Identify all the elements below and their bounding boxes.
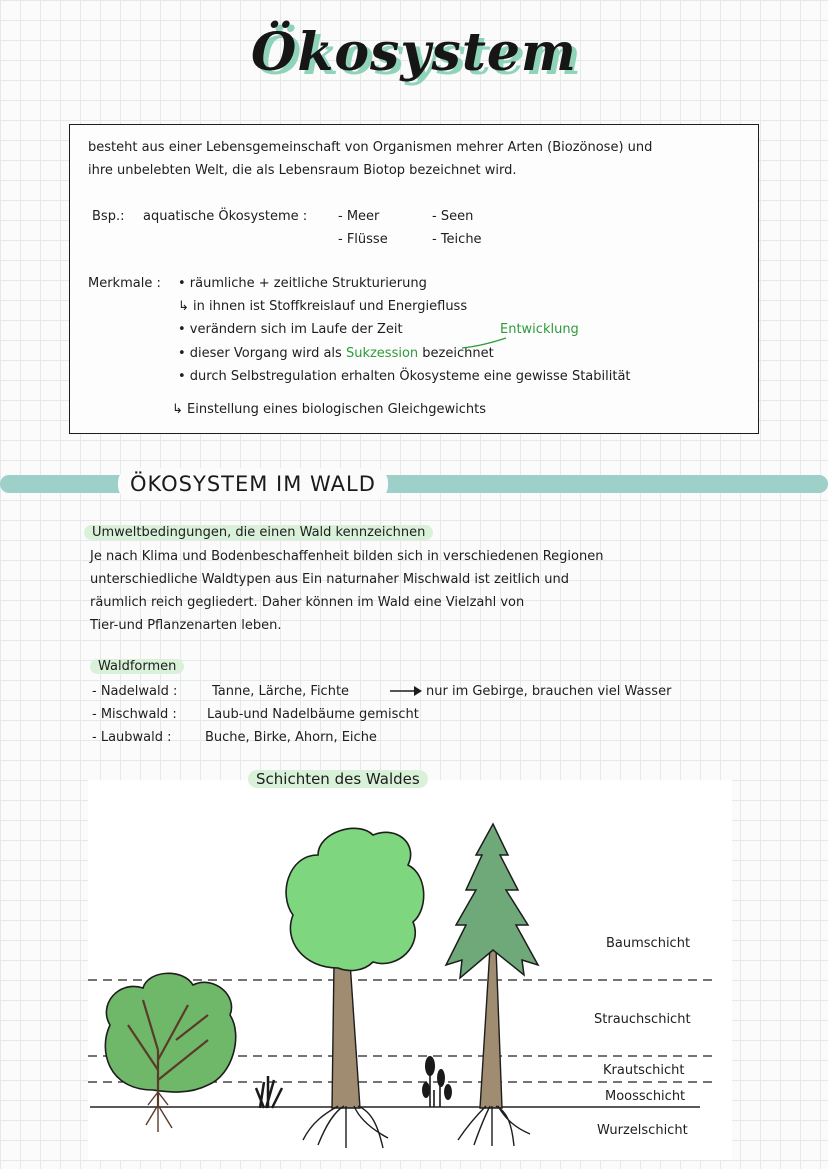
- form-desc: Buche, Birke, Ahorn, Eiche: [205, 730, 377, 745]
- feature-line: ↳ Einstellung eines biologischen Gleichgewichts: [172, 402, 487, 417]
- deciduous-tree-icon: [286, 828, 424, 1148]
- conditions-line: unterschiedliche Waldtypen aus Ein naturnaher Mischwald ist zeitlich und: [90, 572, 570, 587]
- feature-line: • durch Selbstregulation erhalten Ökosysteme eine gewisse Stabilität: [178, 369, 631, 384]
- feature-line: • räumliche + zeitliche Strukturierung: [178, 276, 427, 291]
- form-desc: Laub-und Nadelbäume gemischt: [207, 707, 419, 722]
- succession-suffix: bezeichnet: [422, 346, 494, 361]
- feature-succession-line: [178, 342, 494, 365]
- layer-label: Moosschicht: [605, 1089, 686, 1104]
- features-label: Merkmale :: [88, 276, 161, 291]
- forest-diagram: [88, 800, 732, 1160]
- example-label: Bsp.:: [92, 209, 125, 224]
- grass-icon: [256, 1076, 282, 1108]
- layer-label: Baumschicht: [606, 936, 691, 951]
- form-desc: Tanne, Lärche, Fichte: [212, 684, 350, 699]
- layers-heading: [248, 768, 428, 791]
- forms-heading: [90, 655, 184, 678]
- page-title: Ökosystem: [251, 22, 577, 83]
- definition-line-1: besteht aus einer Lebensgemeinschaft von Organismen mehrer Arten (Biozönose) und: [88, 140, 653, 155]
- section-heading: ÖKOSYSTEM IM WALD: [118, 468, 388, 500]
- layers-heading-text: Schichten des Waldes: [248, 770, 428, 788]
- form-name: - Nadelwald :: [92, 684, 178, 699]
- example-item: - Seen: [432, 209, 474, 224]
- definition-line-2: ihre unbelebten Welt, die als Lebensraum Biotop bezeichnet wird.: [88, 163, 517, 178]
- layer-label: Krautschicht: [603, 1063, 685, 1078]
- forms-heading-text: Waldformen: [90, 659, 184, 674]
- layer-label: Wurzelschicht: [597, 1123, 688, 1138]
- conditions-line: räumlich reich gegliedert. Daher können im Wald eine Vielzahl von: [90, 595, 525, 610]
- succession-term: Sukzession: [345, 346, 419, 361]
- conditions-line: Tier-und Pflanzenarten leben.: [90, 618, 282, 633]
- form-name: - Mischwald :: [92, 707, 177, 722]
- conifer-tree-icon: [446, 824, 538, 1146]
- feature-line: • verändern sich im Laufe der Zeit: [178, 322, 403, 337]
- example-item: - Meer: [338, 209, 380, 224]
- conditions-heading: [84, 521, 433, 544]
- example-category: aquatische Ökosysteme :: [143, 209, 308, 224]
- form-name: - Laubwald :: [92, 730, 172, 745]
- conditions-line: Je nach Klima und Bodenbeschaffenheit bilden sich in verschiedenen Regionen: [90, 549, 604, 564]
- annotation-curve: [460, 336, 510, 350]
- example-item: - Teiche: [432, 232, 482, 247]
- example-item: - Flüsse: [338, 232, 388, 247]
- arrow-right-icon: [388, 684, 424, 698]
- shrub-icon: [105, 973, 235, 1132]
- development-annotation: Entwicklung: [500, 322, 579, 337]
- feature-line: ↳ in ihnen ist Stoffkreislauf und Energiefluss: [178, 299, 468, 314]
- form-note: nur im Gebirge, brauchen viel Wasser: [426, 684, 672, 699]
- layer-label: Strauchschicht: [594, 1012, 691, 1027]
- succession-prefix: • dieser Vorgang wird als: [178, 346, 342, 361]
- conditions-heading-text: Umweltbedingungen, die einen Wald kennzeichnen: [84, 525, 433, 540]
